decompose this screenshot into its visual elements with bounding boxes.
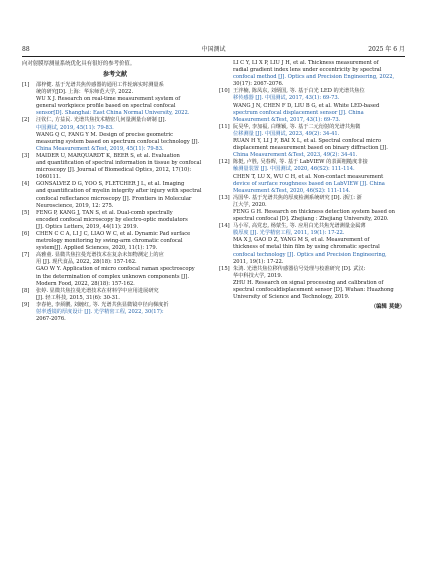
reference-line: device of surface roughness based on LabVIEW [J]. China <box>233 180 385 187</box>
reference-line: 2011, 19(1): 17-22. <box>233 258 284 265</box>
reference-line: CHEN T, LU X, WU C H, et al. Non-contact measurement <box>233 173 384 180</box>
left-reference-list <box>22 82 208 323</box>
reference-line: 汪钦仁, 方益民. 光谱共焦技术精密几何量测量台研制 [J]. <box>36 117 167 124</box>
reference-number: [12] <box>219 159 230 166</box>
reference-item <box>219 124 405 159</box>
reference-line: encoded confocal microscopy by electro-optic modulators <box>36 216 188 223</box>
reference-line: 移传感器 [J]. 中国测试, 2017, 43(1): 69-73. <box>233 95 340 102</box>
reference-line: microscopy [J]. Journal of Biomedical Optics, 2012, 17(10): <box>36 167 192 174</box>
reference-line: Neuroscience, 2019, 12: 275. <box>36 202 114 209</box>
reference-line: 阮昊华, 李加福, 白继颖, 等. 基于二元衍射的光谱共焦微 <box>233 123 361 130</box>
journal-name: 中国测试 <box>201 46 226 53</box>
reference-line: 统的研究[D]. 上海：华东师范大学, 2022. <box>36 89 134 96</box>
reference-line: general workpiece profile based on spectral confocal <box>36 103 176 110</box>
reference-line: spectral confocal [D]. Zhejiang : Zhejiang University, 2020. <box>233 216 389 223</box>
reference-line: China Measurement &Test, 2023, 49(2): 34-41. <box>233 152 358 159</box>
reference-number: [6] <box>22 230 30 237</box>
reference-line: confocal technology [J]. Optics and Precision Engineering, <box>233 251 387 258</box>
reference-line: displacement measurement based on binary diffraction [J]. <box>233 145 388 152</box>
reference-line: 马小军, 高党忠, 杨蒙生, 等. 应用白光共焦光谱测量金属薄 <box>233 223 366 230</box>
reference-item <box>22 82 208 117</box>
reference-line: in the determination of complex unknown components [J]. <box>36 273 189 280</box>
reference-number: [15] <box>219 265 230 272</box>
reference-number: [2] <box>22 117 30 124</box>
reference-item <box>22 252 208 287</box>
reference-line: WANG Q C, FANG Y M. Design of precise geometric <box>36 131 174 138</box>
references-title: 参考文献 <box>102 71 127 78</box>
reference-item <box>22 231 208 252</box>
reference-line: system[J]. Applied Sciences, 2020, 11(1): 179. <box>36 245 158 252</box>
reference-number: [3] <box>22 152 30 159</box>
issue-date: 2025 年 6 月 <box>368 46 405 53</box>
reference-line: WU X J. Research on real-time measurement system of <box>36 96 181 103</box>
reference-number: [14] <box>219 223 230 230</box>
reference-item <box>219 266 405 301</box>
reference-line: 江大学, 2020. <box>233 201 267 208</box>
reference-line: Measurement &Test, 2020, 46(S2): 111-114. <box>233 187 351 194</box>
left-column <box>22 60 208 323</box>
reference-line: [J]. 轻工科技, 2015, 31(6): 30-31. <box>36 294 120 301</box>
reference-line: confocal reflectance microscopy [J]. Frontiers in Molecular <box>36 195 192 202</box>
reference-line: 用 [J]. 现代食品, 2022, 28(18): 157-162. <box>36 259 137 266</box>
reference-line: 位移测量 [J]. 中国测试, 2023, 49(2): 34-41. <box>233 130 340 137</box>
reference-line: FENG P, KANG J, TAN S, et al. Dual-comb spectrally <box>36 209 173 216</box>
reference-line: CHEN C C A, LI J C, LIAO W C, et al. Dynamic Pad surface <box>36 230 191 237</box>
reference-line: 触测量装置 [J]. 中国测试, 2020, 46(S2): 111-114. <box>233 166 355 173</box>
reference-number: [4] <box>22 181 30 188</box>
reference-line: 李春艳, 李须鹏, 刘缠红, 等. 光谱共焦显微镜中径向梯度折 <box>36 301 169 308</box>
reference-line: confocal method [J]. Optics and Precision Engineering, 2022, <box>233 74 395 81</box>
reference-number: [13] <box>219 194 230 201</box>
reference-line: LI C Y, LI X P, LIU J H, et al. Thickness measurement of <box>233 60 379 66</box>
reference-line: ZHU H. Research on signal processing and calibration of <box>233 279 384 286</box>
reference-item <box>219 60 405 88</box>
reference-line: and quantification of myelin integrity after injury with spectral <box>36 188 202 195</box>
reference-line: metrology monitoring by swing-arm chromatic confocal <box>36 238 183 245</box>
reference-line: GONSALVEZ D G, YOO S, FLETCHER J L, et al. Imaging <box>36 181 185 188</box>
reference-line: China Measurement &Test, 2019, 45(11): 79-83. <box>36 145 164 152</box>
reference-number: [9] <box>22 301 30 308</box>
reference-line: 高雅童. 显微共焦拉曼光谱技术在复杂未知物测定上的应 <box>36 252 164 259</box>
reference-line: GAO W Y. Application of micro confocal raman spectroscopy <box>36 266 195 273</box>
reference-number: [5] <box>22 209 30 216</box>
reference-line: 30(17): 2067-2076. <box>233 81 284 88</box>
reference-line: University of Science and Technology, 2019. <box>233 294 350 301</box>
reference-item <box>219 88 405 123</box>
reference-line: MA X J, GAO D Z, YANG M S, et al. Measurement of <box>233 237 370 244</box>
reference-item <box>219 223 405 266</box>
reference-item <box>22 210 208 231</box>
reference-line: 王泮楠, 陈凤东, 刘炳国, 等. 基于白光 LED 的光谱共焦位 <box>233 88 365 95</box>
reference-number: [11] <box>219 123 230 130</box>
reference-line: MAIDER U, MARQUARDT K, BEER S, et al. Evaluation <box>36 152 180 159</box>
reference-number: [7] <box>22 252 30 259</box>
reference-item <box>22 302 208 323</box>
reference-line: 张婷. 显微共焦拉曼光谱技术在材料学中应用进展研究 <box>36 287 159 294</box>
reference-line: 华中科技大学, 2019. <box>233 272 283 279</box>
reference-line: 冯国华. 基于光谱共焦的厚度检测系统研究 [D]. 浙江: 浙 <box>233 194 362 201</box>
reference-line: 射率透镜的厚度设计 [J]. 光学精密工程, 2022, 30(17): <box>36 309 164 315</box>
editor-note: （编辑 莫婕） <box>370 304 405 311</box>
right-reference-list <box>219 60 405 301</box>
reference-number: [1] <box>22 82 30 88</box>
reference-item <box>219 195 405 223</box>
reference-item <box>22 181 208 209</box>
reference-line: 陈挺, 卢胜, 吴春晖, 等. 基于 LabVIEW 的表面粗糙度非接 <box>233 159 368 166</box>
reference-line: 膜厚度 [J]. 光学精密工程, 2011, 19(1): 17-22. <box>233 230 345 237</box>
reference-number: [8] <box>22 287 30 294</box>
reference-line: spectrum confocal displacement sensor [J]. China <box>233 109 364 116</box>
right-column <box>219 60 405 311</box>
reference-line: RUAN H Y, LI J F, BAI X L, et al. Spectral confocal micro <box>233 138 382 145</box>
reference-line: and quantification of spectral information in tissue by confocal <box>36 160 202 167</box>
reference-line: [J]. Optics Letters, 2019, 44(11): 2919. <box>36 223 139 230</box>
reference-line: radial gradient index lens under eccentricity by spectral <box>233 67 382 74</box>
reference-line: WANG J N, CHEN F D, LIU B G, et al. White LED-based <box>233 102 380 109</box>
reference-line: 1060111. <box>36 174 61 181</box>
reference-item <box>22 153 208 181</box>
reference-number: [10] <box>219 88 230 95</box>
page-number: 88 <box>22 46 30 53</box>
reference-line: Measurement &Test, 2017, 43(1): 69-73. <box>233 116 341 123</box>
reference-line: thickness of metal thin film by using chromatic spectral <box>233 244 380 251</box>
intro-text: 向对射膜厚测量系统优化具有很好的参考价值。 <box>22 61 136 67</box>
reference-line: 朱鸿. 光谱共焦位移传感器信号处理与校准研究 [D]. 武汉: <box>233 265 366 272</box>
reference-item <box>22 117 208 152</box>
reference-line: spectral confocaldisplacement sensor [D]. Wuhan: Huazhong <box>233 287 394 293</box>
header-rule <box>22 56 405 57</box>
reference-line: Modern Food, 2022, 28(18): 157-162. <box>36 280 135 287</box>
reference-item <box>219 159 405 194</box>
reference-item <box>22 288 208 302</box>
reference-line: FENG G H. Research on thickness detection system based on <box>233 208 396 215</box>
reference-number <box>219 60 233 88</box>
reference-line: 2067-2076. <box>36 316 66 323</box>
page-header <box>22 44 405 56</box>
reference-line: 中国测试, 2019, 45(11): 79-83. <box>36 124 114 131</box>
reference-line: sensor[D]. Shanghai: East China Normal University, 2022. <box>36 110 190 117</box>
reference-line: measuring system based on spectrum confocal technology [J]. <box>36 138 200 145</box>
reference-line: 邵梓健. 基于光谱共焦传感器的通用工件轮廓实时测量系 <box>36 82 164 88</box>
